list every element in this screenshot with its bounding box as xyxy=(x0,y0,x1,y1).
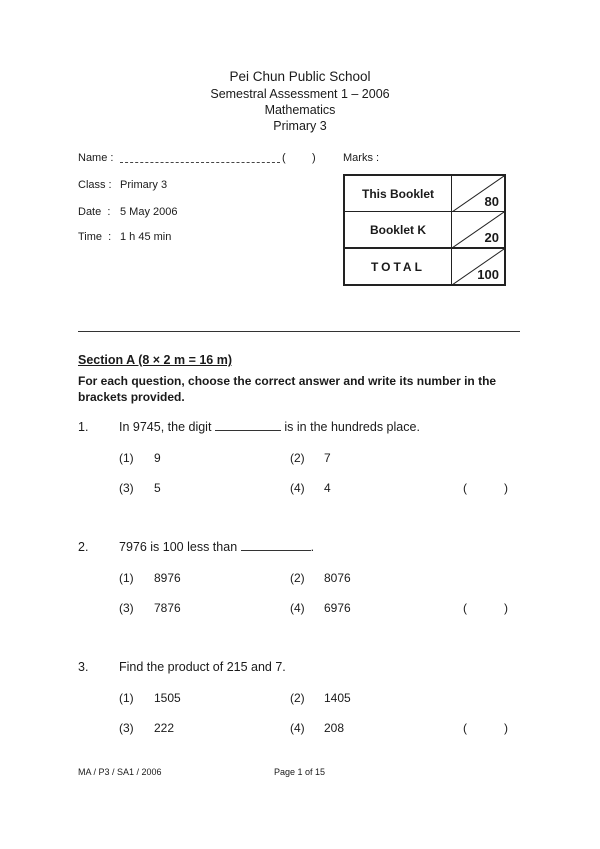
register-bracket-close: ) xyxy=(312,152,316,164)
marks-row-name: This Booklet xyxy=(344,175,452,212)
name-label: Name : xyxy=(78,152,114,164)
question-text-before: In 9745, the digit xyxy=(119,420,212,434)
answer-field[interactable] xyxy=(470,479,504,495)
date-label: Date : xyxy=(78,206,111,218)
section-instructions: For each question, choose the correct answer and write its number in the brackets provided. xyxy=(78,374,497,404)
question-number: 3. xyxy=(78,660,89,674)
question-text-after: . xyxy=(310,540,315,554)
option-num: (2) xyxy=(290,451,305,465)
time-label: Time : xyxy=(78,231,112,243)
option-num: (4) xyxy=(290,601,305,615)
marks-row xyxy=(344,212,505,249)
date-value: 5 May 2006 xyxy=(120,206,178,218)
question-text xyxy=(119,540,314,554)
marks-row-score-cell xyxy=(452,212,506,249)
question-number: 2. xyxy=(78,540,89,554)
option-value: 208 xyxy=(324,721,345,735)
option-value: 7 xyxy=(324,451,331,465)
option-value: 8076 xyxy=(324,571,351,585)
register-bracket-open: ( xyxy=(282,152,286,164)
question-text-after: is in the hundreds place. xyxy=(284,420,420,434)
divider xyxy=(78,331,520,332)
option-value: 4 xyxy=(324,481,331,495)
option-num: (4) xyxy=(290,721,305,735)
marks-row-total xyxy=(344,248,505,285)
option-value: 1505 xyxy=(154,691,181,705)
option-num: (2) xyxy=(290,691,305,705)
option-value: 8976 xyxy=(154,571,181,585)
answer-blank xyxy=(241,550,311,551)
answer-field[interactable] xyxy=(470,599,504,615)
answer-field[interactable] xyxy=(470,719,504,735)
option-value: 222 xyxy=(154,721,175,735)
option-value: 7876 xyxy=(154,601,181,615)
option-num: (3) xyxy=(119,601,134,615)
class-value: Primary 3 xyxy=(120,179,168,191)
option-value: 1405 xyxy=(324,691,351,705)
marks-row-score-cell xyxy=(452,248,506,285)
option-num: (1) xyxy=(119,571,134,585)
answer-blank xyxy=(215,430,281,431)
question-text xyxy=(119,420,420,434)
option-num: (4) xyxy=(290,481,305,495)
option-num: (1) xyxy=(119,451,134,465)
level-title: Primary 3 xyxy=(273,119,327,133)
question-text: Find the product of 215 and 7. xyxy=(119,660,286,674)
question-number: 1. xyxy=(78,420,89,434)
marks-row-score: 100 xyxy=(477,267,499,282)
option-num: (1) xyxy=(119,691,134,705)
footer-page: Page 1 of 15 xyxy=(274,767,326,777)
answer-bracket-open: ( xyxy=(463,481,467,495)
option-value: 6976 xyxy=(324,601,351,615)
time-value: 1 h 45 min xyxy=(120,231,172,243)
option-num: (3) xyxy=(119,721,134,735)
section-title: Section A (8 × 2 m = 16 m) xyxy=(78,353,232,367)
option-num: (3) xyxy=(119,481,134,495)
answer-bracket-close: ) xyxy=(504,721,508,735)
marks-row-name: Booklet K xyxy=(344,212,452,249)
option-value: 5 xyxy=(154,481,161,495)
option-num: (2) xyxy=(290,571,305,585)
assessment-title: Semestral Assessment 1 – 2006 xyxy=(210,87,390,101)
marks-label: Marks : xyxy=(343,152,380,164)
answer-bracket-open: ( xyxy=(463,601,467,615)
class-label: Class : xyxy=(78,179,112,191)
marks-row xyxy=(344,175,505,212)
name-field[interactable] xyxy=(120,152,280,163)
marks-row-score-cell xyxy=(452,175,506,212)
answer-bracket-open: ( xyxy=(463,721,467,735)
answer-bracket-close: ) xyxy=(504,481,508,495)
footer-code: MA / P3 / SA1 / 2006 xyxy=(78,767,162,777)
question-text-before: 7976 is 100 less than xyxy=(119,540,238,554)
marks-row-score: 20 xyxy=(484,230,499,245)
marks-table xyxy=(343,174,506,286)
option-value: 9 xyxy=(154,451,161,465)
marks-row-name: TOTAL xyxy=(344,248,452,285)
answer-bracket-close: ) xyxy=(504,601,508,615)
marks-row-score: 80 xyxy=(484,194,499,209)
subject-title: Mathematics xyxy=(264,103,336,117)
school-name: Pei Chun Public School xyxy=(229,69,371,84)
